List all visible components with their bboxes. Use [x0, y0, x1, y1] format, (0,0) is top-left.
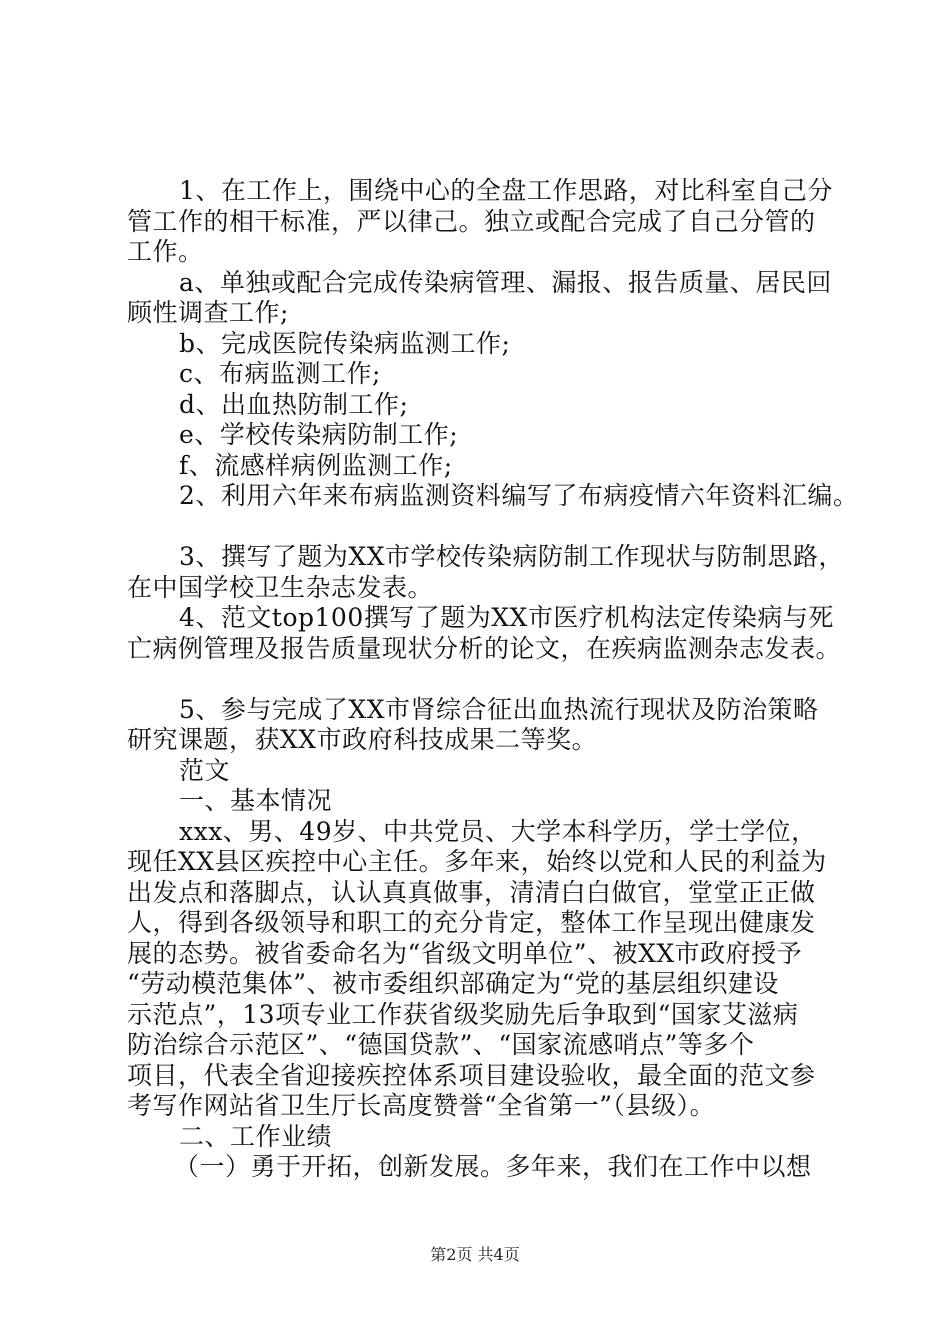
paragraph-line: 3、撰写了题为XX市学校传染病防制工作现状与防制思路，: [179, 542, 845, 571]
paragraph-line: 2、利用六年来布病监测资料编写了布病疫情六年资料汇编。: [179, 481, 859, 510]
section-label: 范文: [179, 755, 231, 785]
paragraph-line: 研究课题，获XX市政府科技成果二等奖。: [127, 725, 598, 754]
paragraph-gap: [127, 512, 842, 543]
document-body: [127, 176, 859, 1183]
paragraph-line: “劳动模范集体”、被市委组织部确定为“党的基层组织建设: [127, 969, 779, 998]
paragraph-line: f、流感样病例监测工作;: [179, 450, 453, 480]
paragraph-line: 1、在工作上，围绕中心的全盘工作思路，对比科室自己分: [179, 176, 833, 205]
paragraph-line: b、完成医院传染病监测工作;: [179, 328, 511, 358]
paragraph-line: a、单独或配合完成传染病管理、漏报、报告质量、居民回: [179, 267, 832, 297]
paragraph-line: 示范点”，13项专业工作获省级奖励先后争取到“国家艾滋病: [127, 999, 799, 1029]
paragraph-line: 出发点和落脚点，认认真真做事，清清白白做官，堂堂正正做: [127, 877, 816, 907]
paragraph-line: 5、参与完成了XX市肾综合征出血热流行现状及防治策略: [179, 694, 819, 724]
paragraph-line: 项目，代表全省迎接疾控体系项目建设验收，最全面的范文参: [127, 1060, 816, 1090]
paragraph-line: c、布病监测工作;: [179, 359, 381, 388]
paragraph-gap: [127, 664, 842, 695]
section-heading: 一、基本情况: [179, 786, 333, 815]
paragraph-line: 人，得到各级领导和职工的充分肯定，整体工作呈现出健康发: [127, 908, 816, 937]
paragraph-line: d、出血热防制工作;: [179, 389, 409, 419]
paragraph-line: 管工作的相干标准，严以律己。独立或配合完成了自己分管的: [127, 206, 816, 236]
paragraph-line: 4、范文top100撰写了题为XX市医疗机构法定传染病与死: [179, 603, 834, 632]
page-footer: 第2页 共4页: [430, 1245, 520, 1264]
paragraph-line: e、学校传染病防制工作;: [179, 420, 459, 449]
paragraph-line: 亡病例管理及报告质量现状分析的论文，在疾病监测杂志发表。: [127, 633, 842, 663]
paragraph-line: 防治综合示范区”、“德国贷款”、“国家流感哨点”等多个: [127, 1030, 755, 1059]
paragraph-line: 顾性调查工作;: [127, 298, 289, 327]
paragraph-line: 考写作网站省卫生厅长高度赞誉“全省第一”（县级）。: [127, 1091, 716, 1120]
paragraph-line: 在中国学校卫生杂志发表。: [127, 572, 434, 602]
paragraph-line: 工作。: [127, 237, 204, 266]
paragraph-line: 展的态势。被省委命名为“省级文明单位”、被XX市政府授予: [127, 938, 803, 968]
paragraph-line: 现任XX县区疾控中心主任。多年来，始终以党和人民的利益为: [127, 847, 827, 876]
paragraph-line: xxx、男、49岁、中共党员、大学本科学历，学士学位，: [179, 816, 817, 846]
section-heading: 二、工作业绩: [179, 1121, 333, 1151]
paragraph-line: （一）勇于开拓，创新发展。多年来，我们在工作中以想: [174, 1152, 812, 1181]
